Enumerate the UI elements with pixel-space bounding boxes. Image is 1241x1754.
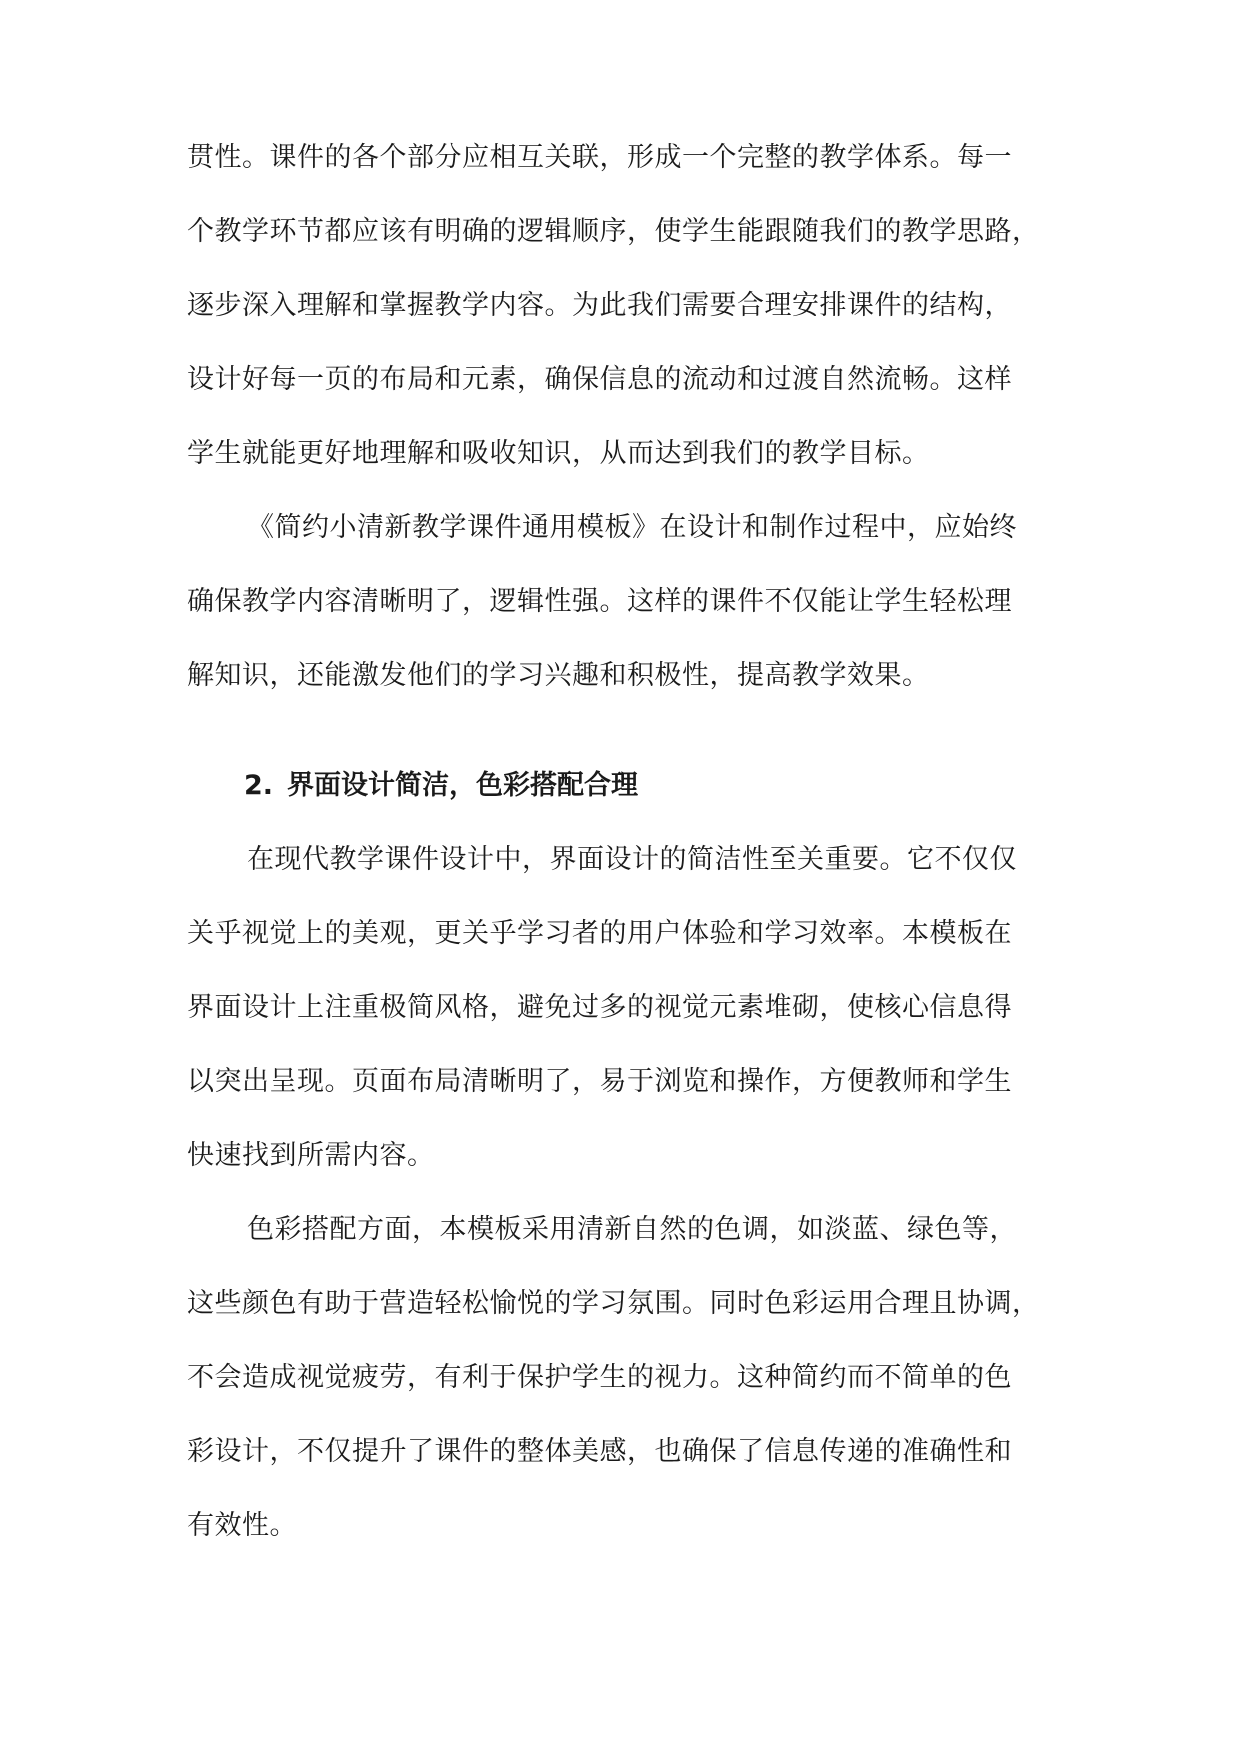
- text-line: 彩设计，不仅提升了课件的整体美感，也确保了信息传递的准确性和: [187, 1436, 1012, 1467]
- text-line: 《简约小清新教学课件通用模板》在设计和制作过程中，应始终: [247, 512, 1017, 543]
- text-line: 界面设计上注重极简风格，避免过多的视觉元素堆砌，使核心信息得: [187, 992, 1012, 1023]
- text-line: 设计好每一页的布局和元素，确保信息的流动和过渡自然流畅。这样: [187, 364, 1012, 395]
- text-line: 在现代教学课件设计中，界面设计的简洁性至关重要。它不仅仅: [247, 844, 1017, 875]
- text-line: 逐步深入理解和掌握教学内容。为此我们需要合理安排课件的结构，: [187, 290, 1012, 321]
- text-line: 确保教学内容清晰明了，逻辑性强。这样的课件不仅能让学生轻松理: [187, 586, 1012, 617]
- text-line: 以突出呈现。页面布局清晰明了，易于浏览和操作，方便教师和学生: [187, 1066, 1012, 1097]
- text-line: 这些颜色有助于营造轻松愉悦的学习氛围。同时色彩运用合理且协调，: [187, 1288, 1040, 1319]
- section-title: 界面设计简洁，色彩搭配合理: [287, 770, 639, 801]
- text-line: 学生就能更好地理解和吸收知识，从而达到我们的教学目标。: [187, 438, 930, 469]
- text-line: 个教学环节都应该有明确的逻辑顺序，使学生能跟随我们的教学思路，: [187, 216, 1040, 247]
- text-line: 有效性。: [187, 1510, 297, 1541]
- text-line: 关乎视觉上的美观，更关乎学习者的用户体验和学习效率。本模板在: [187, 918, 1012, 949]
- section-number: 2.: [244, 770, 274, 801]
- text-line: 贯性。课件的各个部分应相互关联，形成一个完整的教学体系。每一: [187, 142, 1012, 173]
- text-line: 解知识，还能激发他们的学习兴趣和积极性，提高教学效果。: [187, 660, 930, 691]
- section-heading: [244, 768, 638, 804]
- text-line: 不会造成视觉疲劳，有利于保护学生的视力。这种简约而不简单的色: [187, 1362, 1012, 1393]
- text-line: 快速找到所需内容。: [187, 1140, 435, 1171]
- text-line: 色彩搭配方面，本模板采用清新自然的色调，如淡蓝、绿色等，: [247, 1214, 1017, 1245]
